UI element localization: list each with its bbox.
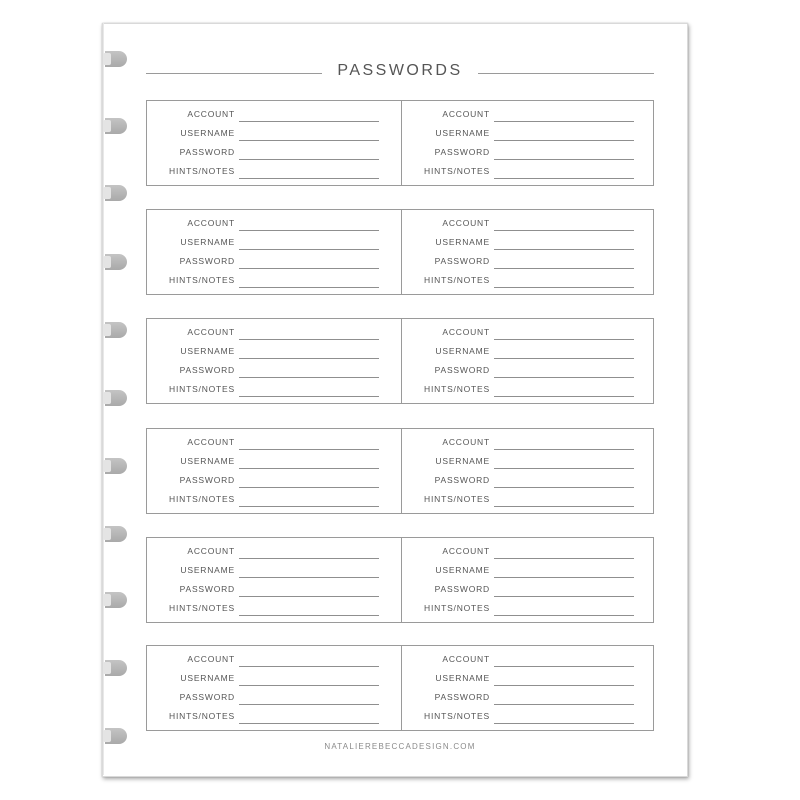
password-label: PASSWORD <box>434 365 490 375</box>
password-field <box>402 689 656 708</box>
password-label: PASSWORD <box>179 475 235 485</box>
password-label: PASSWORD <box>179 147 235 157</box>
username-field <box>147 125 401 144</box>
hints-label: HINTS/NOTES <box>424 384 490 394</box>
account-field <box>147 651 401 670</box>
password-entry <box>401 210 656 294</box>
account-label: ACCOUNT <box>442 327 490 337</box>
username-field <box>402 670 656 689</box>
binding-disc <box>105 660 127 676</box>
hints-field <box>402 381 656 400</box>
account-label: ACCOUNT <box>187 437 235 447</box>
password-field <box>147 144 401 163</box>
password-write-line[interactable] <box>239 596 379 597</box>
account-write-line[interactable] <box>494 339 634 340</box>
binding-disc <box>105 526 127 542</box>
username-write-line[interactable] <box>239 140 379 141</box>
account-write-line[interactable] <box>494 558 634 559</box>
account-field <box>402 434 656 453</box>
username-field <box>402 343 656 362</box>
page-title: PASSWORDS <box>337 62 463 79</box>
password-block <box>146 318 654 404</box>
account-field <box>402 651 656 670</box>
title-rule-right <box>478 73 654 74</box>
account-label: ACCOUNT <box>442 546 490 556</box>
password-block <box>146 100 654 186</box>
password-label: PASSWORD <box>434 475 490 485</box>
username-write-line[interactable] <box>239 249 379 250</box>
hints-write-line[interactable] <box>239 396 379 397</box>
account-label: ACCOUNT <box>442 218 490 228</box>
hints-write-line[interactable] <box>239 506 379 507</box>
username-field <box>402 562 656 581</box>
hints-label: HINTS/NOTES <box>424 166 490 176</box>
password-entry <box>147 429 401 513</box>
account-field <box>402 215 656 234</box>
password-field <box>147 472 401 491</box>
hints-write-line[interactable] <box>494 396 634 397</box>
binding-disc <box>105 185 127 201</box>
binding-disc <box>105 118 127 134</box>
hints-label: HINTS/NOTES <box>424 711 490 721</box>
password-field <box>147 253 401 272</box>
username-write-line[interactable] <box>494 249 634 250</box>
hints-write-line[interactable] <box>494 615 634 616</box>
password-entry <box>147 101 401 185</box>
password-write-line[interactable] <box>239 159 379 160</box>
account-field <box>147 324 401 343</box>
password-entry <box>401 319 656 403</box>
password-entry <box>147 646 401 730</box>
password-label: PASSWORD <box>179 365 235 375</box>
password-block <box>146 428 654 514</box>
hints-label: HINTS/NOTES <box>169 494 235 504</box>
password-write-line[interactable] <box>239 377 379 378</box>
hints-field <box>402 491 656 510</box>
hints-label: HINTS/NOTES <box>169 711 235 721</box>
username-label: USERNAME <box>435 237 490 247</box>
password-block <box>146 537 654 623</box>
password-field <box>402 144 656 163</box>
username-write-line[interactable] <box>494 140 634 141</box>
password-entry <box>147 538 401 622</box>
binding-disc <box>105 390 127 406</box>
username-label: USERNAME <box>180 237 235 247</box>
account-label: ACCOUNT <box>442 437 490 447</box>
account-label: ACCOUNT <box>187 218 235 228</box>
password-write-line[interactable] <box>494 596 634 597</box>
hints-label: HINTS/NOTES <box>169 603 235 613</box>
binding-disc <box>105 254 127 270</box>
username-label: USERNAME <box>435 456 490 466</box>
hints-field <box>402 600 656 619</box>
account-write-line[interactable] <box>239 558 379 559</box>
password-label: PASSWORD <box>434 584 490 594</box>
username-write-line[interactable] <box>239 358 379 359</box>
account-field <box>147 434 401 453</box>
hints-field <box>147 600 401 619</box>
password-field <box>402 472 656 491</box>
hints-write-line[interactable] <box>494 723 634 724</box>
hints-field <box>147 381 401 400</box>
account-write-line[interactable] <box>239 339 379 340</box>
binding-disc <box>105 728 127 744</box>
account-field <box>147 215 401 234</box>
hints-field <box>147 708 401 727</box>
title-row <box>146 62 654 84</box>
password-label: PASSWORD <box>434 256 490 266</box>
username-write-line[interactable] <box>494 358 634 359</box>
account-label: ACCOUNT <box>187 546 235 556</box>
binding-disc <box>105 592 127 608</box>
username-label: USERNAME <box>435 128 490 138</box>
password-entry <box>401 538 656 622</box>
hints-write-line[interactable] <box>494 287 634 288</box>
hints-write-line[interactable] <box>239 615 379 616</box>
hints-write-line[interactable] <box>239 723 379 724</box>
hints-label: HINTS/NOTES <box>424 494 490 504</box>
username-label: USERNAME <box>435 673 490 683</box>
account-label: ACCOUNT <box>442 109 490 119</box>
password-write-line[interactable] <box>239 487 379 488</box>
password-write-line[interactable] <box>494 268 634 269</box>
password-field <box>402 581 656 600</box>
hints-write-line[interactable] <box>239 178 379 179</box>
binding-disc <box>105 51 127 67</box>
password-field <box>147 362 401 381</box>
password-field <box>147 689 401 708</box>
username-label: USERNAME <box>180 456 235 466</box>
hints-field <box>402 272 656 291</box>
username-write-line[interactable] <box>239 577 379 578</box>
hints-field <box>147 272 401 291</box>
password-label: PASSWORD <box>179 692 235 702</box>
hints-label: HINTS/NOTES <box>169 275 235 285</box>
username-label: USERNAME <box>435 346 490 356</box>
password-label: PASSWORD <box>434 692 490 702</box>
hints-write-line[interactable] <box>239 287 379 288</box>
footer-website: NATALIEREBECCADESIGN.COM <box>324 742 476 751</box>
username-field <box>147 562 401 581</box>
password-write-line[interactable] <box>494 377 634 378</box>
username-field <box>147 453 401 472</box>
account-write-line[interactable] <box>239 666 379 667</box>
username-label: USERNAME <box>180 346 235 356</box>
account-write-line[interactable] <box>494 666 634 667</box>
password-field <box>147 581 401 600</box>
username-write-line[interactable] <box>494 468 634 469</box>
hints-field <box>402 708 656 727</box>
hints-label: HINTS/NOTES <box>169 384 235 394</box>
username-label: USERNAME <box>180 128 235 138</box>
username-write-line[interactable] <box>494 577 634 578</box>
username-field <box>402 234 656 253</box>
password-entry <box>147 210 401 294</box>
username-label: USERNAME <box>180 565 235 575</box>
hints-label: HINTS/NOTES <box>424 275 490 285</box>
password-block <box>146 645 654 731</box>
password-label: PASSWORD <box>179 584 235 594</box>
password-label: PASSWORD <box>179 256 235 266</box>
account-field <box>147 106 401 125</box>
hints-field <box>402 163 656 182</box>
password-write-line[interactable] <box>494 487 634 488</box>
username-label: USERNAME <box>180 673 235 683</box>
account-field <box>402 543 656 562</box>
password-write-line[interactable] <box>239 704 379 705</box>
username-field <box>402 125 656 144</box>
account-label: ACCOUNT <box>442 654 490 664</box>
username-field <box>147 343 401 362</box>
account-write-line[interactable] <box>239 121 379 122</box>
hints-label: HINTS/NOTES <box>169 166 235 176</box>
password-block <box>146 209 654 295</box>
hints-field <box>147 163 401 182</box>
username-label: USERNAME <box>435 565 490 575</box>
account-label: ACCOUNT <box>187 109 235 119</box>
account-write-line[interactable] <box>239 449 379 450</box>
hints-write-line[interactable] <box>494 178 634 179</box>
password-entry <box>401 646 656 730</box>
account-field <box>402 324 656 343</box>
username-field <box>402 453 656 472</box>
password-write-line[interactable] <box>494 159 634 160</box>
username-write-line[interactable] <box>494 685 634 686</box>
account-write-line[interactable] <box>239 230 379 231</box>
password-entry <box>401 101 656 185</box>
account-label: ACCOUNT <box>187 654 235 664</box>
hints-write-line[interactable] <box>494 506 634 507</box>
binding-disc <box>105 322 127 338</box>
password-field <box>402 253 656 272</box>
password-entry <box>401 429 656 513</box>
account-field <box>402 106 656 125</box>
username-write-line[interactable] <box>239 685 379 686</box>
username-write-line[interactable] <box>239 468 379 469</box>
password-write-line[interactable] <box>239 268 379 269</box>
account-field <box>147 543 401 562</box>
password-entry <box>147 319 401 403</box>
password-write-line[interactable] <box>494 704 634 705</box>
username-field <box>147 234 401 253</box>
binding-disc <box>105 458 127 474</box>
username-field <box>147 670 401 689</box>
account-label: ACCOUNT <box>187 327 235 337</box>
hints-field <box>147 491 401 510</box>
hints-label: HINTS/NOTES <box>424 603 490 613</box>
account-write-line[interactable] <box>494 230 634 231</box>
account-write-line[interactable] <box>494 121 634 122</box>
password-field <box>402 362 656 381</box>
password-label: PASSWORD <box>434 147 490 157</box>
account-write-line[interactable] <box>494 449 634 450</box>
